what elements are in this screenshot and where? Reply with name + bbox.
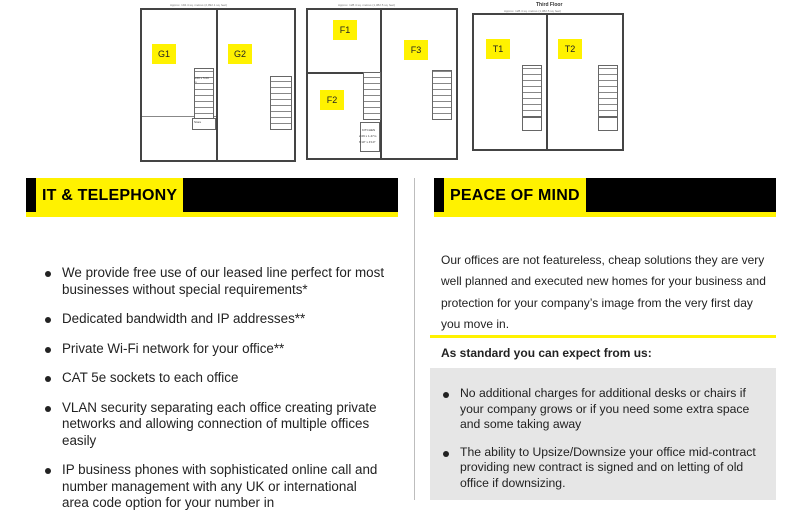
third-floor-plan [472,2,624,151]
room-t1: T1 [486,39,510,59]
peace-of-mind-heading: PEACE OF MIND [444,178,586,212]
room-f3: F3 [404,40,428,60]
list-item: We provide free use of our leased line perfect for most businesses without special requirements* [42,265,387,298]
list-item: IP business phones with sophisticated online call and number management with any UK or international area code option for your number in [42,462,387,512]
kitchen-dims: 2.09 x 1.47m [359,134,377,138]
list-item: The ability to Upsize/Downsize your office mid-contract providing new contract is signed and on letting of old office if downsizing. [440,445,760,492]
plan-caption: Approx. 194.4 sq. metres (2,092.1 sq. feet) [170,3,228,7]
kitchen-label: KITCHEN [362,128,376,132]
plan-title: Third Floor [536,2,563,8]
it-telephony-heading: IT & TELEPHONY [36,178,183,212]
column-divider [414,178,415,500]
room-f1: F1 [333,20,357,40]
first-floor-plan [306,3,458,160]
store-label: Store [194,120,202,124]
plan-caption: Approx. 128.4 sq. metres (1,382.5 sq. feet) [338,3,396,7]
plan-caption: Approx. 128.4 sq. metres (1,382.5 sq. feet) [504,9,562,13]
list-item: VLAN security separating each office creating private networks and allowing connection of multiple offices easily [42,400,387,450]
peace-of-mind-intro: Our offices are not featureless, cheap solutions they are very well planned and executed new homes for your business and protection for your company’s image from the very first day you move in. [441,253,766,331]
list-item: Private Wi-Fi network for your office** [42,341,387,358]
standards-subheading: As standard you can expect from us: [441,346,652,360]
list-item: No additional charges for additional desks or chairs if your company grows or if you need some extra space and some taking away [440,386,760,433]
room-g2: G2 [228,44,252,64]
room-note: 4.60 x 5.00 m [194,76,209,84]
peace-of-mind-header [434,178,776,217]
room-g1: G1 [152,44,176,64]
it-telephony-header [26,178,398,217]
room-f2: F2 [320,90,344,110]
standards-list [440,386,760,503]
it-feature-list [42,265,387,525]
accent-divider [430,335,776,338]
list-item: Dedicated bandwidth and IP addresses** [42,311,387,328]
kitchen-dims-ft: 6'10" x 4'10" [359,140,376,144]
list-item: CAT 5e sockets to each office [42,370,387,387]
room-t2: T2 [558,39,582,59]
ground-floor-plan [140,3,296,162]
